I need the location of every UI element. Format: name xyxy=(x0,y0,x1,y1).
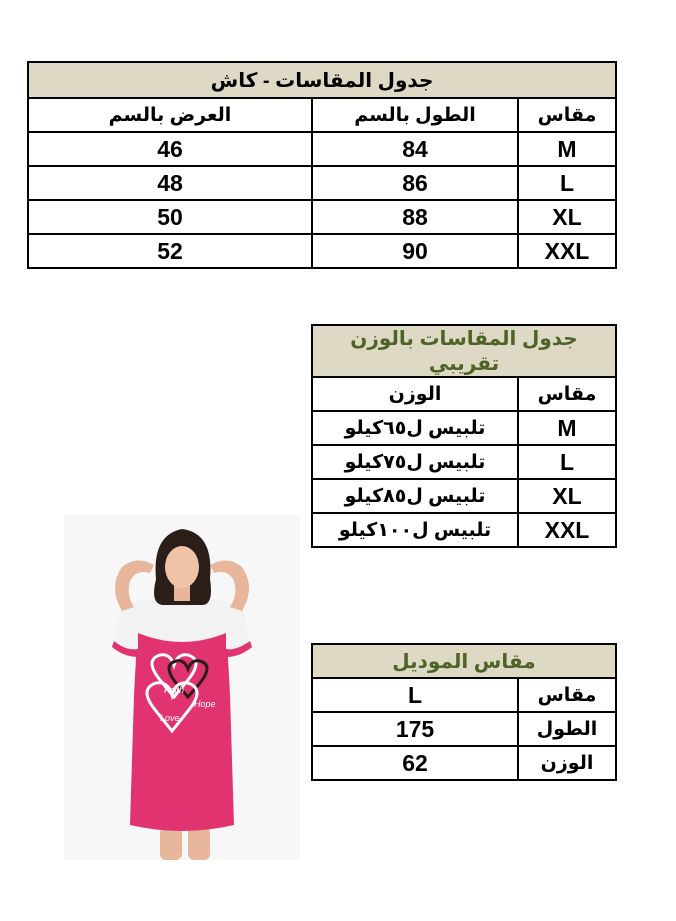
size-cell: XL xyxy=(518,200,616,234)
header-size: مقاس xyxy=(518,98,616,132)
weight-size-table xyxy=(311,324,617,548)
table-row xyxy=(28,200,616,234)
size-cell: L xyxy=(518,445,616,479)
table-row xyxy=(28,132,616,166)
weight-cell: تلبيس ل١٠٠كيلو xyxy=(312,513,518,547)
width-cell: 48 xyxy=(28,166,312,200)
cash-size-table xyxy=(27,61,617,269)
width-cell: 46 xyxy=(28,132,312,166)
cash-table-title: جدول المقاسات - كاش xyxy=(28,62,616,98)
weight-cell: تلبيس ل٧٥كيلو xyxy=(312,445,518,479)
size-cell: XXL xyxy=(518,513,616,547)
dress-top xyxy=(114,598,250,649)
model-size-table xyxy=(311,643,617,781)
model-label-cell: مقاس xyxy=(518,678,616,712)
model-label-cell: الطول xyxy=(518,712,616,746)
table-row xyxy=(312,746,616,780)
model-photo xyxy=(64,515,300,860)
weight-cell: تلبيس ل٦٥كيلو xyxy=(312,411,518,445)
width-cell: 52 xyxy=(28,234,312,268)
size-cell: XXL xyxy=(518,234,616,268)
size-cell: M xyxy=(518,411,616,445)
model-face xyxy=(165,546,199,588)
table-row xyxy=(312,445,616,479)
table-row xyxy=(312,712,616,746)
size-cell: M xyxy=(518,132,616,166)
size-cell: XL xyxy=(518,479,616,513)
header-weight: الوزن xyxy=(312,377,518,411)
model-table-title: مقاس الموديل xyxy=(312,644,616,678)
table-row xyxy=(312,479,616,513)
length-cell: 84 xyxy=(312,132,518,166)
size-cell: L xyxy=(518,166,616,200)
print-word-love: Love xyxy=(160,713,180,723)
model-label-cell: الوزن xyxy=(518,746,616,780)
width-cell: 50 xyxy=(28,200,312,234)
length-cell: 88 xyxy=(312,200,518,234)
table-row xyxy=(312,513,616,547)
table-row xyxy=(28,166,616,200)
weight-table-title: جدول المقاسات بالوزن تقريبي xyxy=(312,325,616,377)
length-cell: 86 xyxy=(312,166,518,200)
header-length: الطول بالسم xyxy=(312,98,518,132)
table-row xyxy=(312,411,616,445)
table-row xyxy=(28,234,616,268)
model-value-cell: 175 xyxy=(312,712,518,746)
model-value-cell: L xyxy=(312,678,518,712)
print-word-hope: Hope xyxy=(194,699,216,709)
model-value-cell: 62 xyxy=(312,746,518,780)
print-word-faith: Faith xyxy=(164,685,185,695)
header-size: مقاس xyxy=(518,377,616,411)
weight-cell: تلبيس ل٨٥كيلو xyxy=(312,479,518,513)
table-row xyxy=(312,678,616,712)
length-cell: 90 xyxy=(312,234,518,268)
header-width: العرض بالسم xyxy=(28,98,312,132)
